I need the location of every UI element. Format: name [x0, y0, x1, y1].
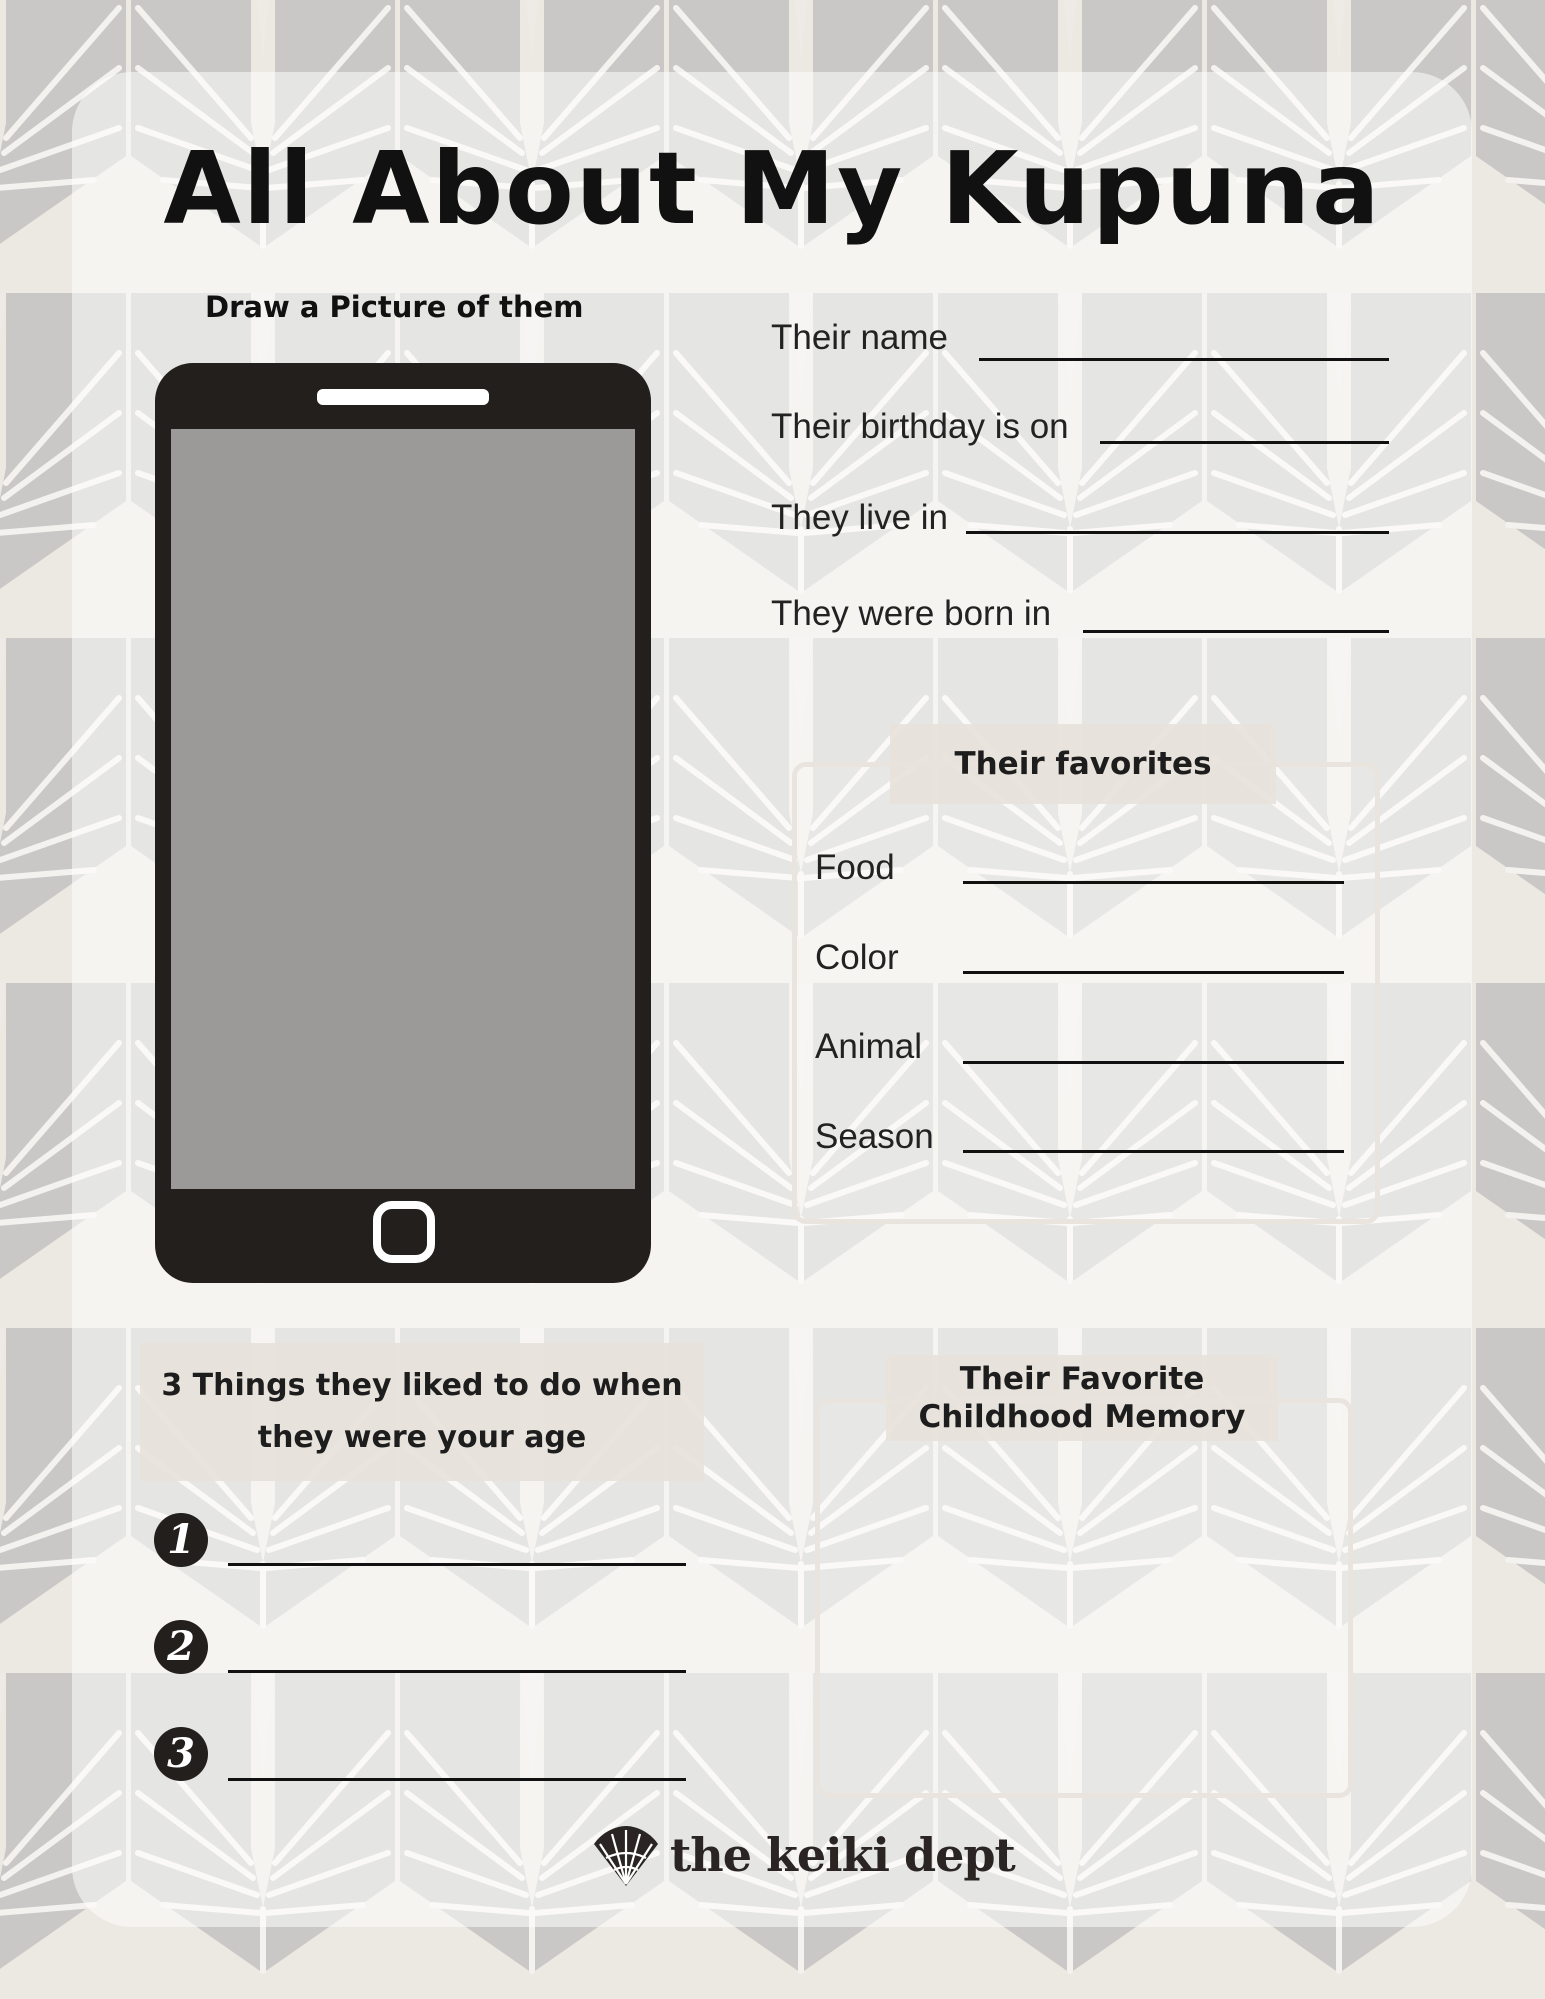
live-label: They live in: [771, 498, 949, 537]
name-label: Their name: [771, 318, 949, 357]
birthday-answer-line[interactable]: [1100, 441, 1389, 444]
leaf-motif: [1476, 1328, 1545, 1628]
favorite-food-line[interactable]: [963, 881, 1344, 884]
favorite-season-label: Season: [815, 1117, 934, 1156]
born-answer-line[interactable]: [1083, 630, 1389, 633]
favorite-animal-label: Animal: [815, 1027, 922, 1066]
number-two-badge: 2: [154, 1620, 208, 1674]
favorite-color-label: Color: [815, 938, 899, 977]
number-one-badge: 1: [154, 1513, 208, 1567]
leaf-motif: [1476, 983, 1545, 1283]
live-answer-line[interactable]: [966, 531, 1389, 534]
leaf-motif: [1476, 638, 1545, 938]
thing-two-line[interactable]: [228, 1670, 686, 1673]
leaf-motif: [1476, 293, 1545, 593]
thing-one-line[interactable]: [228, 1563, 686, 1566]
birthday-label: Their birthday is on: [771, 407, 1069, 446]
favorite-food-label: Food: [815, 848, 895, 887]
memory-heading: Their Favorite Childhood Memory: [886, 1355, 1278, 1441]
draw-picture-label: Draw a Picture of them: [205, 290, 584, 324]
page-title: All About My Kupuna: [163, 130, 1382, 247]
smartphone-icon: [155, 363, 651, 1283]
born-label: They were born in: [771, 594, 1052, 633]
brand-name: the keiki dept: [670, 1828, 1015, 1882]
name-answer-line[interactable]: [979, 358, 1389, 361]
leaf-motif: [1476, 1673, 1545, 1973]
favorite-season-line[interactable]: [963, 1150, 1344, 1153]
favorite-animal-line[interactable]: [963, 1061, 1344, 1064]
thing-three-line[interactable]: [228, 1778, 686, 1781]
number-three-badge: 3: [154, 1727, 208, 1781]
things-heading: 3 Things they liked to do when they were your age: [140, 1343, 704, 1481]
favorites-heading: Their favorites: [890, 724, 1276, 804]
fan-leaf-logo-icon: [590, 1822, 662, 1888]
favorite-color-line[interactable]: [963, 971, 1344, 974]
memory-box[interactable]: [815, 1398, 1353, 1798]
brand-logo: [590, 1820, 1015, 1890]
